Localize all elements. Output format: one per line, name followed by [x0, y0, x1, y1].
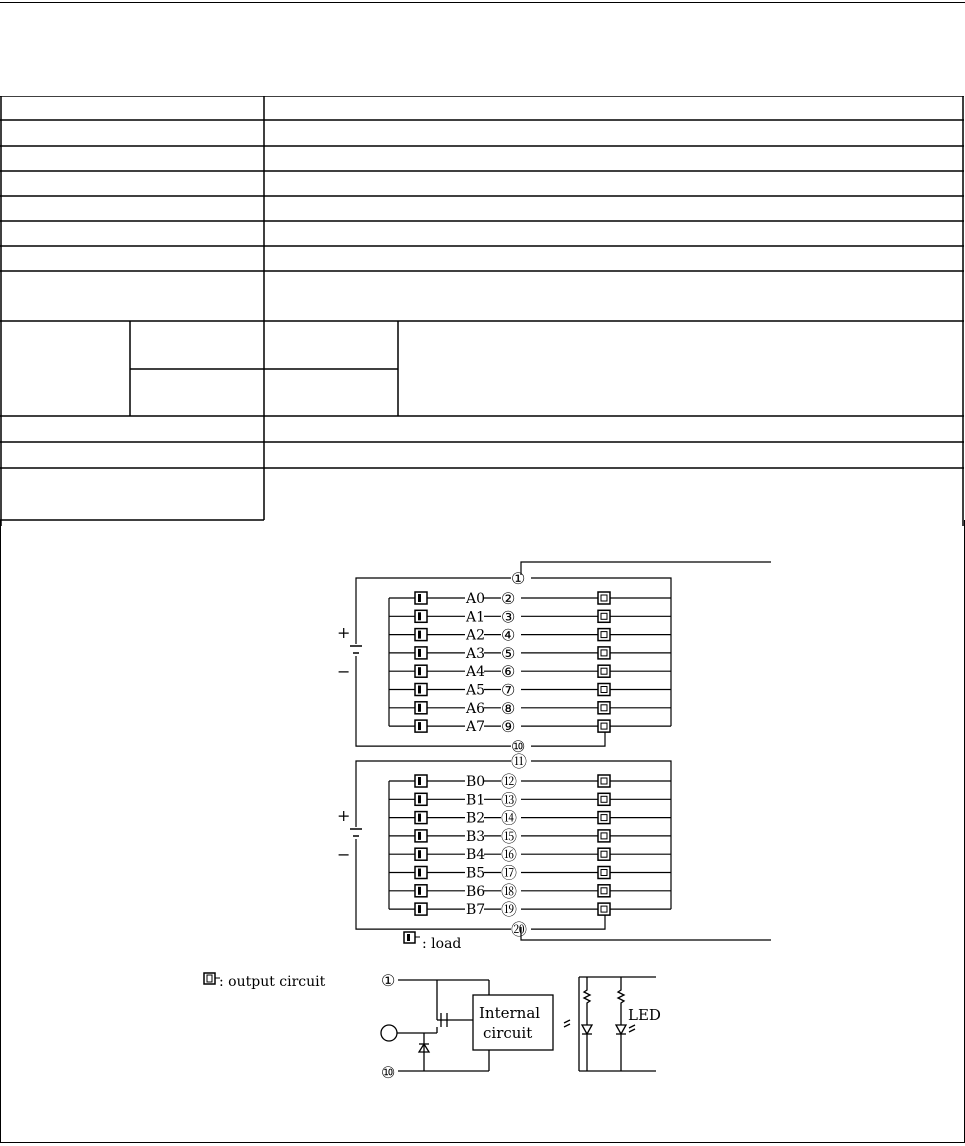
output-circuit-symbol: [598, 775, 610, 787]
channel-pin: ⑰: [501, 863, 518, 883]
output-circuit-symbol: [598, 720, 610, 732]
channel-name: A7: [466, 719, 486, 736]
channel-row: [389, 900, 671, 919]
output-circuit-symbol: [598, 610, 610, 622]
channel-name: B6: [466, 883, 486, 900]
output-circuit-symbol: [598, 592, 610, 604]
group-b-wiring: [337, 752, 671, 939]
battery-minus: −: [337, 662, 351, 681]
channel-row: [389, 827, 671, 846]
channel-name: B1: [466, 792, 486, 809]
channel-row: [389, 809, 671, 828]
channel-pin: ⑨: [501, 717, 516, 737]
group-a-wiring: [337, 569, 671, 756]
output-circuit-symbol: [598, 885, 610, 897]
channel-row: [389, 699, 671, 718]
load-legend: [404, 932, 461, 952]
pin-1-label: ①: [381, 971, 396, 990]
output-circuit-symbol: [598, 665, 610, 677]
channel-name: A3: [466, 645, 486, 662]
channel-row: [389, 882, 671, 901]
channel-name: B7: [466, 902, 486, 919]
channel-name: A5: [466, 682, 486, 699]
output-circuit-schematic: [381, 971, 661, 1082]
output-circuit-symbol: [598, 684, 610, 696]
channel-name: A6: [466, 700, 486, 717]
channel-row: [389, 644, 671, 663]
channel-row: [389, 717, 671, 736]
channel-name: B3: [466, 828, 486, 845]
output-circuit-symbol: [598, 903, 610, 915]
channel-pin: ⑱: [501, 881, 518, 901]
channel-name: A1: [466, 609, 486, 626]
output-circuit-symbol: [598, 867, 610, 879]
channel-name: B2: [466, 810, 486, 827]
output-circuit-symbol: [598, 629, 610, 641]
channel-pin: ⑥: [501, 662, 516, 682]
channel-pin: ③: [501, 607, 516, 627]
channel-row: [389, 772, 671, 791]
battery-plus: +: [337, 623, 351, 642]
pin-common-bottom: ⑩: [511, 737, 526, 757]
channel-row: [389, 681, 671, 700]
pin-common-top: ⑪: [511, 752, 528, 771]
circuit-label: circuit: [483, 1024, 533, 1042]
load-legend-text: : load: [422, 936, 462, 952]
pin-common-top: ①: [511, 569, 526, 588]
channel-row: [389, 607, 671, 626]
channel-row: [389, 864, 671, 883]
channel-pin: ⑧: [501, 698, 516, 718]
pin-10-label: ⑩: [381, 1063, 396, 1082]
wiring-diagram: [1, 520, 964, 1142]
channel-pin: ⑮: [501, 826, 518, 846]
battery-plus: +: [337, 806, 351, 825]
output-circuit-legend-text: : output circuit: [219, 974, 326, 990]
led-label: LED: [628, 1006, 661, 1024]
internal-label: Internal: [479, 1004, 541, 1022]
channel-row: [389, 626, 671, 645]
channel-row: [389, 662, 671, 681]
output-circuit-symbol: [598, 793, 610, 805]
wiring-diagram-box: [0, 520, 965, 1143]
channel-pin: ⑯: [501, 845, 518, 865]
top-rule: [0, 2, 965, 3]
spec-table: [0, 96, 964, 526]
channel-row: [389, 845, 671, 864]
channel-pin: ②: [501, 589, 516, 608]
output-circuit-symbol: [598, 702, 610, 714]
channel-name: A0: [466, 591, 486, 607]
channel-pin: ④: [501, 625, 516, 645]
output-circuit-symbol: [598, 848, 610, 860]
channel-name: B0: [466, 774, 486, 790]
channel-row: [389, 589, 671, 608]
output-circuit-symbol: [598, 647, 610, 659]
channel-name: A2: [466, 627, 486, 644]
pin-common-bottom: ⑳: [511, 920, 528, 940]
output-circuit-symbol: [598, 830, 610, 842]
channel-name: B5: [466, 865, 486, 882]
channel-pin: ⑦: [501, 680, 516, 700]
channel-pin: ⑭: [501, 808, 518, 828]
channel-pin: ⑫: [501, 772, 518, 791]
battery-minus: −: [337, 845, 351, 864]
channel-name: B4: [466, 847, 486, 864]
channel-pin: ⑬: [501, 790, 518, 810]
channel-pin: ⑤: [501, 643, 516, 663]
channel-row: [389, 790, 671, 809]
output-circuit-symbol: [598, 812, 610, 824]
channel-name: A4: [466, 664, 486, 681]
channel-pin: ⑲: [501, 900, 518, 920]
output-circuit-legend: [204, 973, 326, 990]
